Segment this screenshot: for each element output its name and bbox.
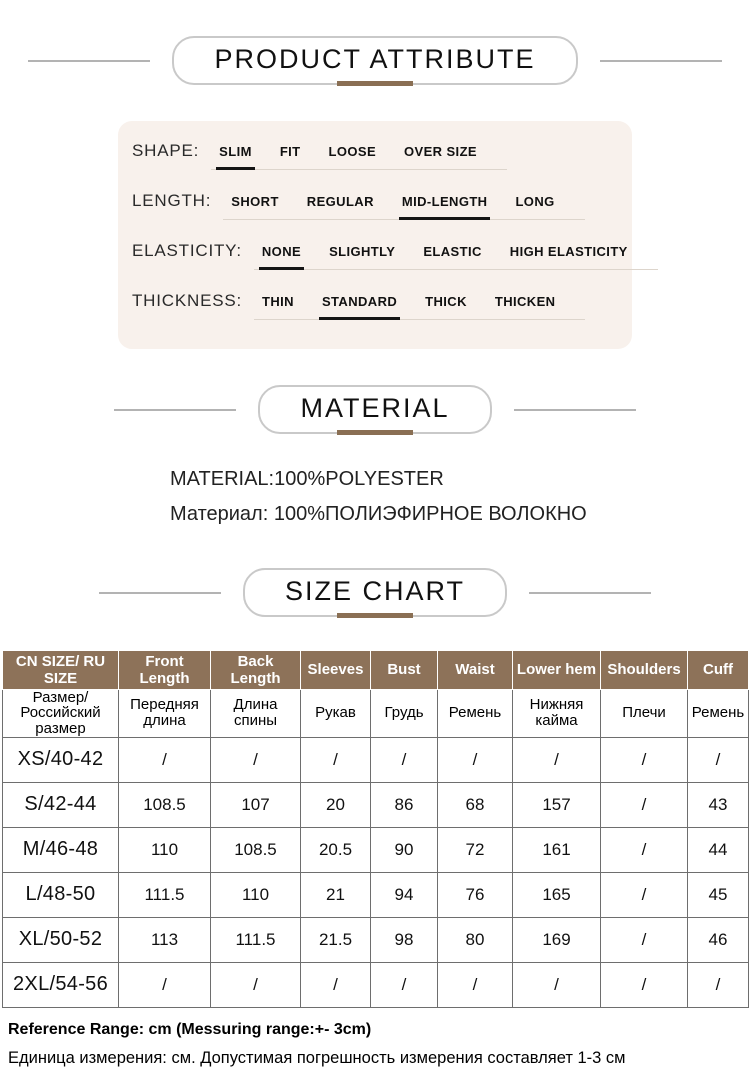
product-attribute-title: PRODUCT ATTRIBUTE (172, 36, 577, 85)
size-cell: M/46-48 (3, 827, 119, 872)
divider-line (28, 60, 150, 62)
table-row (3, 872, 749, 917)
table-row (3, 782, 749, 827)
column-header: Sleeves (301, 651, 371, 689)
size-cell: XS/40-42 (3, 737, 119, 782)
attribute-row-length (132, 189, 616, 220)
attribute-options (223, 189, 584, 220)
attribute-options (254, 239, 658, 270)
attribute-row-shape (132, 139, 616, 170)
table-cell: 46 (688, 917, 749, 962)
table-cell: 98 (371, 917, 438, 962)
attribute-option: MID-LENGTH (401, 194, 488, 209)
size-cell: XL/50-52 (3, 917, 119, 962)
table-cell: / (513, 737, 601, 782)
table-cell: 21 (301, 872, 371, 917)
column-header: Cuff (688, 651, 749, 689)
table-cell: / (371, 962, 438, 1007)
attribute-option: ELASTIC (423, 244, 482, 259)
reference-note-en: Reference Range: cm (Messuring range:+- 3cm) (8, 1020, 372, 1038)
table-cell: 90 (371, 827, 438, 872)
attribute-option: REGULAR (306, 194, 374, 209)
table-cell: 43 (688, 782, 749, 827)
table-cell: 72 (438, 827, 513, 872)
table-cell: 165 (513, 872, 601, 917)
size-cell: L/48-50 (3, 872, 119, 917)
table-cell: 110 (119, 827, 211, 872)
table-cell: / (301, 737, 371, 782)
table-row (3, 737, 749, 782)
column-header: Front Length (119, 651, 211, 689)
attribute-label: SHAPE: (132, 141, 200, 160)
size-cell: 2XL/54-56 (3, 962, 119, 1007)
table-cell: / (211, 737, 301, 782)
column-header: Shoulders (601, 651, 688, 689)
table-cell: 110 (211, 872, 301, 917)
attribute-option: FIT (279, 144, 301, 159)
table-cell: 86 (371, 782, 438, 827)
table-cell: 169 (513, 917, 601, 962)
table-cell: 20.5 (301, 827, 371, 872)
table-cell: / (301, 962, 371, 1007)
attribute-option: LOOSE (328, 144, 377, 159)
attribute-option: SLIGHTLY (329, 244, 396, 259)
column-header-ru: Размер/ Российский размер (3, 689, 119, 737)
size-chart-table (2, 651, 749, 1008)
attribute-label: ELASTICITY: (132, 241, 242, 260)
column-header-ru: Грудь (371, 689, 438, 737)
material-title: MATERIAL (258, 385, 491, 434)
material-info (170, 462, 750, 532)
table-cell: 94 (371, 872, 438, 917)
table-cell: / (601, 782, 688, 827)
material-section-title (0, 385, 750, 434)
attribute-options (254, 289, 585, 320)
divider-line (114, 409, 236, 411)
table-cell: / (601, 872, 688, 917)
table-cell: 45 (688, 872, 749, 917)
table-cell: 44 (688, 827, 749, 872)
attribute-option: STANDARD (321, 294, 398, 309)
attribute-option: THICKEN (494, 294, 556, 309)
column-header-ru: Нижняя кайма (513, 689, 601, 737)
size-chart-section-title (0, 568, 750, 617)
attribute-row-elasticity (132, 239, 628, 270)
table-cell: 108.5 (211, 827, 301, 872)
column-header-ru: Рукав (301, 689, 371, 737)
divider-line (514, 409, 636, 411)
attribute-option: HIGH ELASTICITY (509, 244, 628, 259)
table-row (3, 962, 749, 1007)
column-header: Lower hem (513, 651, 601, 689)
table-cell: / (601, 917, 688, 962)
table-cell: / (119, 962, 211, 1007)
table-cell: 113 (119, 917, 211, 962)
attribute-option: OVER SIZE (404, 144, 477, 159)
table-cell: 111.5 (211, 917, 301, 962)
divider-line (600, 60, 722, 62)
column-header: Bust (371, 651, 438, 689)
table-cell: / (688, 962, 749, 1007)
table-cell: 161 (513, 827, 601, 872)
column-header-ru: Ремень (688, 689, 749, 737)
divider-line (99, 592, 221, 594)
table-cell: 107 (211, 782, 301, 827)
attribute-option: SHORT (231, 194, 279, 209)
table-row (3, 827, 749, 872)
table-cell: 108.5 (119, 782, 211, 827)
column-header-ru: Передняя длина (119, 689, 211, 737)
table-cell: / (211, 962, 301, 1007)
table-header-row-ru (3, 689, 749, 737)
attribute-option: THIN (262, 294, 294, 309)
table-cell: 68 (438, 782, 513, 827)
material-line-ru: Материал: 100%ПОЛИЭФИРНОЕ ВОЛОКНО (170, 503, 587, 525)
table-cell: / (438, 962, 513, 1007)
attribute-option: THICK (425, 294, 467, 309)
table-cell: / (601, 827, 688, 872)
attribute-option: LONG (515, 194, 555, 209)
attribute-options (211, 139, 507, 170)
product-attribute-section-title (0, 36, 750, 85)
table-cell: / (119, 737, 211, 782)
table-cell: 157 (513, 782, 601, 827)
attribute-label: LENGTH: (132, 191, 212, 210)
reference-note-ru: Единица измерения: см. Допустимая погрешность измерения составляет 1-3 см (8, 1048, 626, 1067)
attribute-label: THICKNESS: (132, 291, 243, 310)
table-cell: / (688, 737, 749, 782)
column-header: CN SIZE/ RU SIZE (3, 651, 119, 689)
column-header-ru: Плечи (601, 689, 688, 737)
size-cell: S/42-44 (3, 782, 119, 827)
table-cell: / (601, 962, 688, 1007)
table-cell: / (513, 962, 601, 1007)
attribute-option: NONE (261, 244, 302, 259)
table-cell: 111.5 (119, 872, 211, 917)
product-attribute-panel (118, 121, 632, 349)
column-header: Back Length (211, 651, 301, 689)
table-cell: 76 (438, 872, 513, 917)
attribute-row-thickness (132, 289, 616, 320)
size-chart-title: SIZE CHART (243, 568, 507, 617)
table-header-row-en (3, 651, 749, 689)
column-header-ru: Длина спины (211, 689, 301, 737)
divider-line (529, 592, 651, 594)
material-line-en: MATERIAL:100%POLYESTER (170, 468, 444, 490)
table-row (3, 917, 749, 962)
table-cell: 21.5 (301, 917, 371, 962)
attribute-option: SLIM (219, 144, 252, 159)
table-cell: / (601, 737, 688, 782)
column-header-ru: Ремень (438, 689, 513, 737)
table-cell: 80 (438, 917, 513, 962)
table-cell: / (371, 737, 438, 782)
column-header: Waist (438, 651, 513, 689)
table-cell: / (438, 737, 513, 782)
table-cell: 20 (301, 782, 371, 827)
